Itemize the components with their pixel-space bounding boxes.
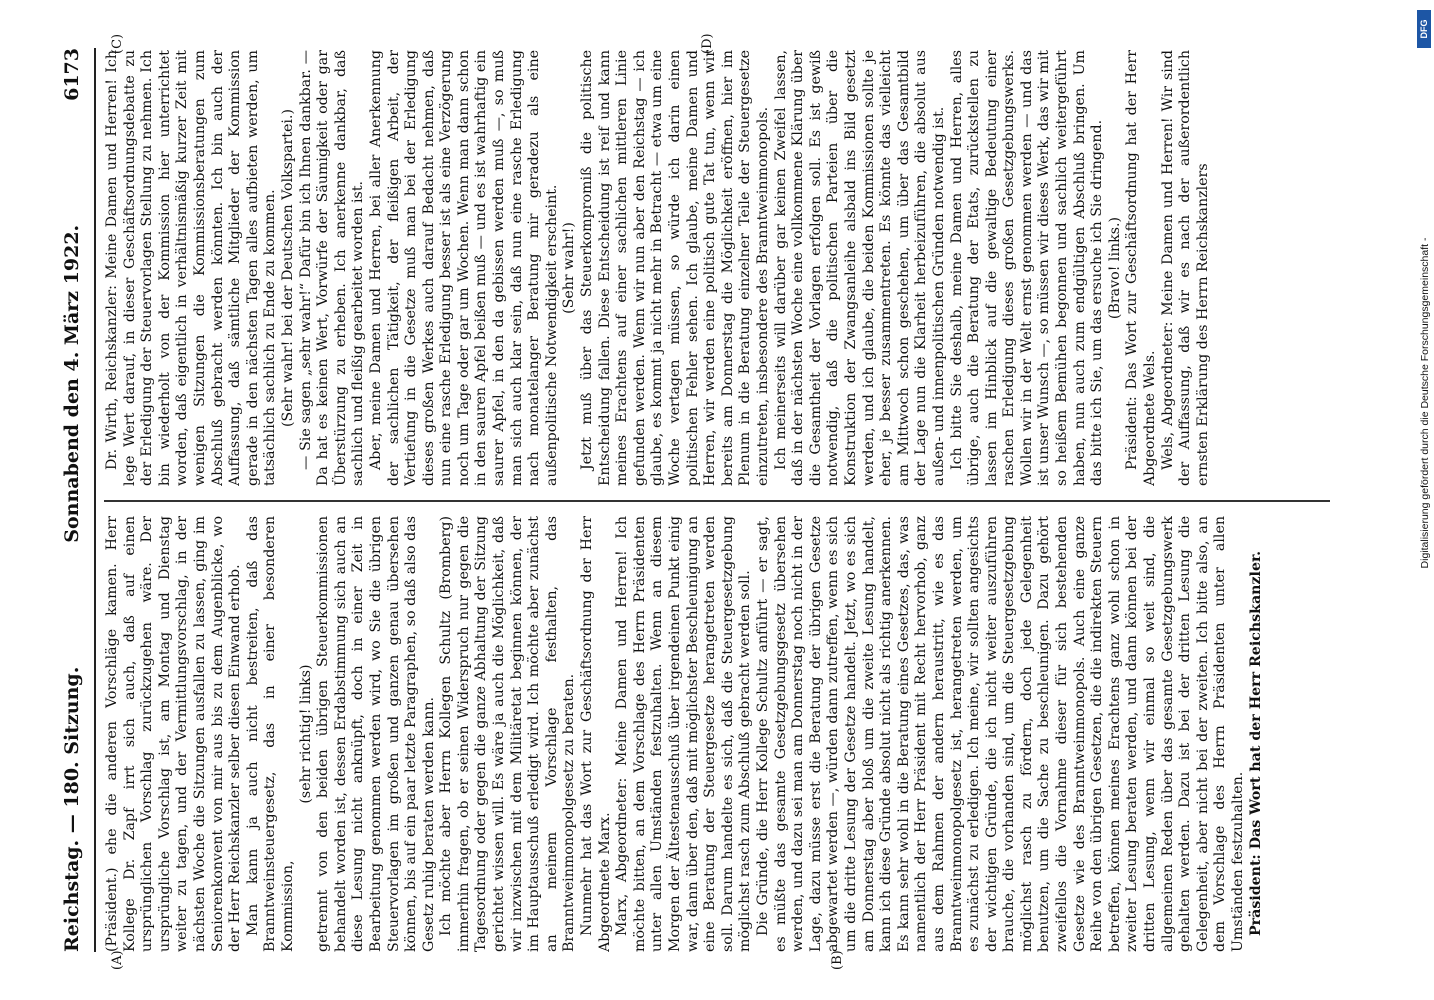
paragraph: Präsident: Das Wort zur Geschäftsordnung hat der Herr Abgeordnete Wels. [1124,50,1159,486]
interjection: (Bravo! links.) [1106,216,1123,320]
speech-wirth: Dr. Wirth, Reichskanzler: Meine Damen und Herren! Ich lege Wert darauf, in dieser Geschäftsordnungsdebatte zu der Erledigung der Steuervorlagen Stellung zu nehmen. Ich bin wiederholt von der Kommission hier unterrichtet worden, daß eigentlich in verhältnismäßig kurzer Zeit mit wenigen Sitzungen die Kommissionsberatungen zum Abschluß gebracht werden könnten. Ich bin auch der Auffassung, daß sämtliche Mitglieder der Kommission gerade in den nächsten Tagen alles aufbieten werden, um tatsächlich sachlich zu Ende zu kommen. [104,50,279,486]
document-sheet [50,30,1350,970]
interjection: (sehr richtig! links) [297,664,314,804]
paragraph: Die Gründe, die Herr Kollege Schultz anführt — er sagt, es müßte das gesamte Gesetzgebungsgesetz übersehen werden, und dazu sei man am Donnerstag noch nicht in der Lage, dazu müsse erst die Beratung der übrigen Gesetze abgewartet werden —, würden dann zutreffen, wenn es sich um die dritte Lesung der Gesetze handelt. Jetzt, wo es sich am Donnerstag aber bloß um die zweite Lesung handelt, kann ich diese Gründe absolut nicht als richtig anerkennen. Es kann sehr wohl in die Beratung eines Gesetzes, das, was namentlich der Herr Präsident mit Recht hervorhob, ganz aus dem Rahmen der andern heraustritt, wie es das Branntweinmonopolgesetz ist, herangetreten werden, um es zunächst zu erledigen. Ich meine, wir sollten angesichts der wichtigen Gründe, die ich nicht weiter auszuführen brauche, die vorhanden sind, um die Steuergesetzgebung möglichst rasch zu fördern, doch jede Gelegenheit benutzen, um die Sache zu beschleunigen. Dazu gehört zweifellos die Vornahme dieser für sich bestehenden Gesetze wie des Branntweinmonopols. Auch eine ganze Reihe von den übrigen Gesetzen, die die indirekten Steuern betreffen, können meines Erachtens ganz wohl schon in zweiter Lesung beraten werden, und dann können bei der dritten Lesung, wenn wir einmal so weit sind, die allgemeinen Reden über das gesamte Gesetzgebungswerk gehalten werden. Dazu ist bei der dritten Lesung die Gelegenheit, aber nicht bei der zweiten. Ich bitte also, an dem Vorschlage des Herrn Präsidenten unter allen Umständen festzuhalten. [754,516,1246,952]
left-column [104,516,1340,952]
digitization-note-text: Digitalisierung gefördert durch die Deutsche Forschungsgemeinschaft - [1419,237,1431,569]
paragraph: (Präsident.) ehe die anderen Vorschläge kamen. Herr Kollege Dr. Zapf irrt sich auch, daß auf einen ursprünglichen Vorschlag zurückzugehen wäre. Der ursprüngliche Vorschlag ist, am Montag und Dienstag weiter zu tagen, und der Vermittlungsvorschlag, in der nächsten Woche die Sitzungen ausfallen zu lassen, ging im Seniorenkonvent von mir aus bis zu dem Augenblicke, wo der Herr Reichskanzler selber diesen Einwand erhob. [104,516,244,952]
header-left: Reichstag. — 180. Sitzung. [61,666,83,952]
paragraph: — Sie sagen „sehr wahr!“ Dafür bin ich Ihnen dankbar. — Da hat es keinen Wert, Vorwürfe der Säumigkeit oder gar Überstürzung zu erheben. Ich anerkenne dankbar, daß sachlich und fleißig gearbeitet worden ist. [297,50,367,486]
paragraph: Ich möchte aber Herrn Kollegen Schultz (Bromberg) immerhin fragen, ob er seinen Widerspruch nur gegen die Tagesordnung oder gegen die ganze Abhaltung der Sitzung gerichtet wissen will. Es wäre ja auch die Möglichkeit, daß wir inzwischen mit dem Militäretat beginnen können, der im Hauptausschuß erledigt wird. Ich möchte aber zunächst an meinem Vorschlage festhalten, das Branntweinmonopolgesetz zu beraten. [438,516,578,952]
speech-wels: Wels, Abgeordneter: Meine Damen und Herren! Wir sind der Auffassung, daß wir es nach der außerordentlich ernsten Erklärung des Herrn Reichskanzlers [1159,50,1211,486]
interjection: (Sehr wahr!) [561,222,578,314]
column-divider [104,500,1330,502]
paragraph: Jetzt muß über das Steuerkompromiß die politische Entscheidung fallen. Diese Entscheidung ist reif und kann meines Erachtens auf einer sachlichen mittleren Linie gefunden werden. Wenn wir nun aber den Reichstag — ich glaube, es kommt ja nicht mehr in Betracht — etwa um eine Woche vertagen müssen, so würde ich darin einen politischen Fehler sehen. Ich glaube, meine Damen und Herren, wir werden eine politisch gute Tat tun, wenn wir bereits am Donnerstag die Möglichkeit eröffnen, hier im Plenum in die Beratung einzelner Teile der Steuergesetze einzutreten, insbesondere des Branntweinmonopols. [579,50,771,486]
paragraph: getrennt von den beiden übrigen Steuerkommissionen behandelt worden ist, dessen Erdabstimmung sich auch an diese Lesung nicht anknüpft, doch in einer Zeit in Bearbeitung genommen werden wird, wo Sie die übrigen Steuervorlagen im großen und ganzen genau übersehen können, bis auf ein paar letzte Paragraphen, so daß also das Gesetz ruhig beraten werden kann. [315,516,437,952]
right-column [104,50,1340,486]
digitization-note [1416,8,1434,993]
page-number: 6173 [61,48,83,101]
paragraph: Aber, meine Damen und Herren, bei aller Anerkennung der sachlichen Tätigkeit, der fleißigen Arbeit, der Vertiefung in die Gesetze muß man bei der Erledigung dieses großen Werkes auch darauf Bedacht nehmen, daß nun eine rasche Erledigung besser ist als eine Verzögerung noch um Tage oder gar um Wochen. Wenn man dann schon in den sauren Apfel beißen muß — und es ist wahrhaftig ein saurer Apfel, in den da gebissen werden muß —, so muß man sich auch klar sein, daß nun eine rasche Erledigung nach monatelanger Beratung mir geradezu als eine außenpolitische Notwendigkeit erscheint. [367,50,560,486]
paragraph: Nunmehr hat das Wort zur Geschäftsordnung der Herr Abgeordnete Marx. [579,516,613,952]
speech-marx: Marx, Abgeordneter: Meine Damen und Herren! Ich möchte bitten, an dem Vorschlage des Herrn Präsidenten unter allen Umständen festzuhalten. Wenn an diesem Morgen der Ältestenausschuß über irgendeinen Punkt einig war, dann über den, daß mit möglichster Beschleunigung an eine Beratung der Steuergesetze herangetreten werden soll. Darum handelte es sich, daß die Steuergesetzgebung möglichst rasch zum Abschluß gebracht werden soll. [614,516,754,952]
margin-marker-d: (D) [700,33,715,54]
paragraph: Ich bitte Sie deshalb, meine Damen und Herren, alles übrige, auch die Beratung der Etats, zurückstellen zu lassen im Hinblick auf die gewaltige Bedeutung einer raschen Erledigung dieses großen Gesetzgebungswerks. Wollen wir in der Welt ernst genommen werden — und das ist unser Wunsch —, so müssen wir dieses Werk, das wir mit so heißem Bemühen begonnen und sachlich weitergeführt haben, nun auch zum endgültigen Abschluß bringen. Um das bitte ich Sie, um das ersuche ich Sie dringend. [948,50,1106,486]
page-header [50,48,96,952]
header-date: Sonnabend den 4. März 1922. [61,224,83,543]
speaker-line: Präsident: Das Wort hat der Herr Reichskanzler. [1247,550,1264,936]
paragraph: Ich meinerseits will darüber gar keinen Zweifel lassen, daß in der nächsten Woche eine vollkommene Klärung über die Gesamtheit der Vorlagen erfolgen soll. Es ist gewiß notwendig, daß die politischen Parteien über die Konstruktion der Zwangsanleihe alsbald ins Bild gesetzt werden, und ich glaube, die beiden Kommissionen sollte je eher, je besser zusammentreten. Es könnte das vielleicht am Mittwoch schon geschehen, um über das Gesamtbild der Lage nun die Klarheit herbeizuführen, die absolut aus außen- und innenpolitischen Gründen notwendig ist. [772,50,947,486]
margin-marker-b: (B) [830,950,845,970]
paragraph: Man kann ja auch nicht bestreiten, daß das Branntweinsteuergesetz, das in einer besonderen Kommission, [244,516,296,952]
margin-marker-c: (C) [110,33,125,54]
margin-marker-a: (A) [110,950,125,970]
interjection: (Sehr wahr! bei der Deutschen Volkspartei.) [279,108,296,428]
dfg-logo: DFG [1417,10,1431,48]
